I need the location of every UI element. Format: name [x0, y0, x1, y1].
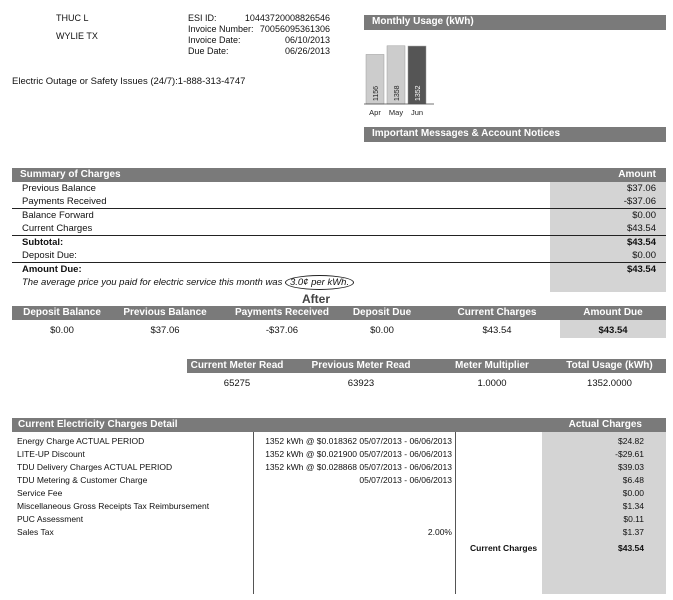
detail-row: [12, 474, 666, 487]
summary-row: [12, 209, 666, 222]
summary-row: [12, 236, 666, 249]
avg-price-prefix: The average price you paid for electric service this month was: [22, 277, 283, 288]
balance-value-amount-due: $43.54: [598, 325, 628, 336]
balance-value-previous-balance: $37.06: [150, 325, 180, 336]
meter-table: [187, 359, 666, 391]
invoice-date-value: 06/10/2013: [284, 35, 330, 45]
meter-header-previous-read: Previous Meter Read: [311, 360, 411, 371]
monthly-usage-header: [364, 15, 666, 30]
detail-row-label: TDU Metering & Customer Charge: [17, 475, 148, 485]
summary-row: [12, 182, 666, 195]
meter-value-previous-read: 63923: [347, 378, 375, 389]
detail-total-amount: $43.54: [618, 543, 644, 553]
detail-row-amount: $1.34: [622, 501, 644, 511]
monthly-usage-title: Monthly Usage (kWh): [372, 16, 474, 27]
balance-header-deposit-balance: Deposit Balance: [23, 307, 101, 318]
usage-chart: [364, 32, 464, 120]
summary-row: [12, 195, 666, 208]
summary-row-label: Previous Balance: [22, 183, 96, 194]
detail-amount-header: Actual Charges: [568, 419, 642, 430]
detail-rows: [12, 435, 666, 545]
meter-value-total-usage: 1352.0000: [587, 378, 632, 389]
usage-category-label: May: [388, 108, 404, 117]
avg-price-line: [22, 277, 354, 288]
detail-row-amount: $1.37: [622, 527, 644, 537]
detail-row-label: Service Fee: [17, 488, 63, 498]
meter-header-current-read: Current Meter Read: [190, 360, 284, 371]
balance-value-current-charges: $43.54: [482, 325, 512, 336]
balance-header-current-charges: Current Charges: [457, 307, 537, 318]
detail-row-amount: $6.48: [622, 475, 644, 485]
esi-label: ESI ID:: [188, 13, 217, 23]
summary-divider-2: [12, 235, 666, 236]
outage-line: Electric Outage or Safety Issues (24/7):1-888-313-4747: [12, 76, 246, 87]
detail-row-detail: 1352 kWh @ $0.028868 05/07/2013 - 06/06/2013: [265, 462, 452, 472]
summary-row-label: Amount Due:: [22, 264, 82, 275]
summary-row-label: Subtotal:: [22, 237, 64, 248]
summary-title: Summary of Charges: [20, 169, 121, 180]
detail-row: [12, 513, 666, 526]
detail-row: [12, 448, 666, 461]
summary-row-label: Deposit Due:: [22, 250, 77, 261]
detail-row: [12, 461, 666, 474]
summary-amount-header: Amount: [618, 169, 656, 180]
meter-header: [187, 359, 666, 373]
detail-row-label: PUC Assessment: [17, 514, 84, 524]
summary-row-amount: $0.00: [632, 210, 656, 221]
meter-value-current-read: 65275: [223, 378, 251, 389]
messages-title: Important Messages & Account Notices: [372, 128, 561, 139]
summary-row-label: Payments Received: [22, 196, 107, 207]
summary-row: [12, 249, 666, 262]
balance-header-payments-received: Payments Received: [235, 307, 329, 318]
due-date-value: 06/26/2013: [284, 46, 330, 56]
detail-row-detail: 2.00%: [427, 527, 452, 537]
usage-bar-value-label: 1358: [394, 85, 401, 101]
detail-row: [12, 487, 666, 500]
balance-value-deposit-balance: $0.00: [50, 325, 74, 336]
detail-row: [12, 435, 666, 448]
messages-header: [364, 127, 666, 142]
summary-divider-1: [12, 208, 666, 209]
detail-row: [12, 500, 666, 513]
detail-row-label: TDU Delivery Charges ACTUAL PERIOD: [17, 462, 173, 472]
after-label: After: [302, 292, 331, 306]
detail-row: [12, 526, 666, 539]
detail-row-label: Energy Charge ACTUAL PERIOD: [17, 436, 145, 446]
balance-header: [12, 306, 666, 320]
usage-bar-value-label: 1352: [415, 85, 422, 101]
summary-divider-3: [12, 262, 666, 263]
detail-row-label: Sales Tax: [17, 527, 54, 537]
summary-row-amount: $0.00: [632, 250, 656, 261]
summary-row-amount: $37.06: [626, 183, 656, 194]
meter-header-multiplier: Meter Multiplier: [455, 360, 529, 371]
detail-row-amount: $0.00: [622, 488, 644, 498]
detail-row-amount: -$29.61: [615, 449, 644, 459]
detail-header: [12, 418, 666, 432]
customer-name: THUC L: [56, 13, 89, 23]
meter-header-total-usage: Total Usage (kWh): [566, 360, 653, 371]
usage-category-label: Apr: [369, 108, 381, 117]
detail-row-label: Miscellaneous Gross Receipts Tax Reimbursement: [17, 501, 210, 511]
balance-value-payments-received: -$37.06: [265, 325, 299, 336]
detail-row-label: LITE-UP Discount: [17, 449, 85, 459]
esi-value: 10443720008826546: [244, 13, 330, 23]
summary-row-amount: $43.54: [626, 223, 656, 234]
summary-row: [12, 263, 666, 276]
balance-header-deposit-due: Deposit Due: [352, 307, 412, 318]
balance-value-deposit-due: $0.00: [370, 325, 394, 336]
summary-row-label: Current Charges: [22, 223, 93, 234]
usage-bar-value-label: 1156: [373, 85, 380, 101]
invoice-value: 70056095361306: [259, 24, 330, 34]
detail-row-amount: $24.82: [618, 436, 644, 446]
summary-row: [12, 222, 666, 235]
meter-value-multiplier: 1.0000: [477, 378, 507, 389]
account-info: [188, 13, 330, 57]
balance-header-previous-balance: Previous Balance: [123, 307, 207, 318]
detail-row-detail: 1352 kWh @ $0.021900 05/07/2013 - 06/06/2013: [265, 449, 452, 459]
summary-row-label: Balance Forward: [22, 210, 94, 221]
detail-row-detail: 1352 kWh @ $0.018362 05/07/2013 - 06/06/2013: [265, 436, 452, 446]
balance-table: [12, 306, 666, 338]
summary-header: [12, 168, 666, 182]
detail-row-amount: $0.11: [623, 514, 644, 524]
usage-category-label: Jun: [410, 108, 424, 117]
detail-row-detail: 05/07/2013 - 06/06/2013: [359, 475, 452, 485]
summary-row-amount: $43.54: [626, 237, 656, 248]
summary-row-amount: $43.54: [626, 264, 656, 275]
detail-row-amount: $39.03: [618, 462, 644, 472]
avg-price-value: 3.0¢ per kWh.: [285, 275, 354, 290]
invoice-date-label: Invoice Date:: [188, 35, 241, 45]
due-date-label: Due Date:: [188, 46, 229, 56]
detail-title: Current Electricity Charges Detail: [18, 419, 178, 430]
invoice-label: Invoice Number:: [188, 24, 254, 34]
summary-row-amount: -$37.06: [623, 196, 656, 207]
balance-header-amount-due: Amount Due: [583, 307, 643, 318]
detail-section: [12, 418, 666, 594]
summary-section: [12, 168, 666, 292]
detail-total-label: Current Charges: [470, 543, 538, 553]
customer-city: WYLIE TX: [56, 31, 98, 41]
